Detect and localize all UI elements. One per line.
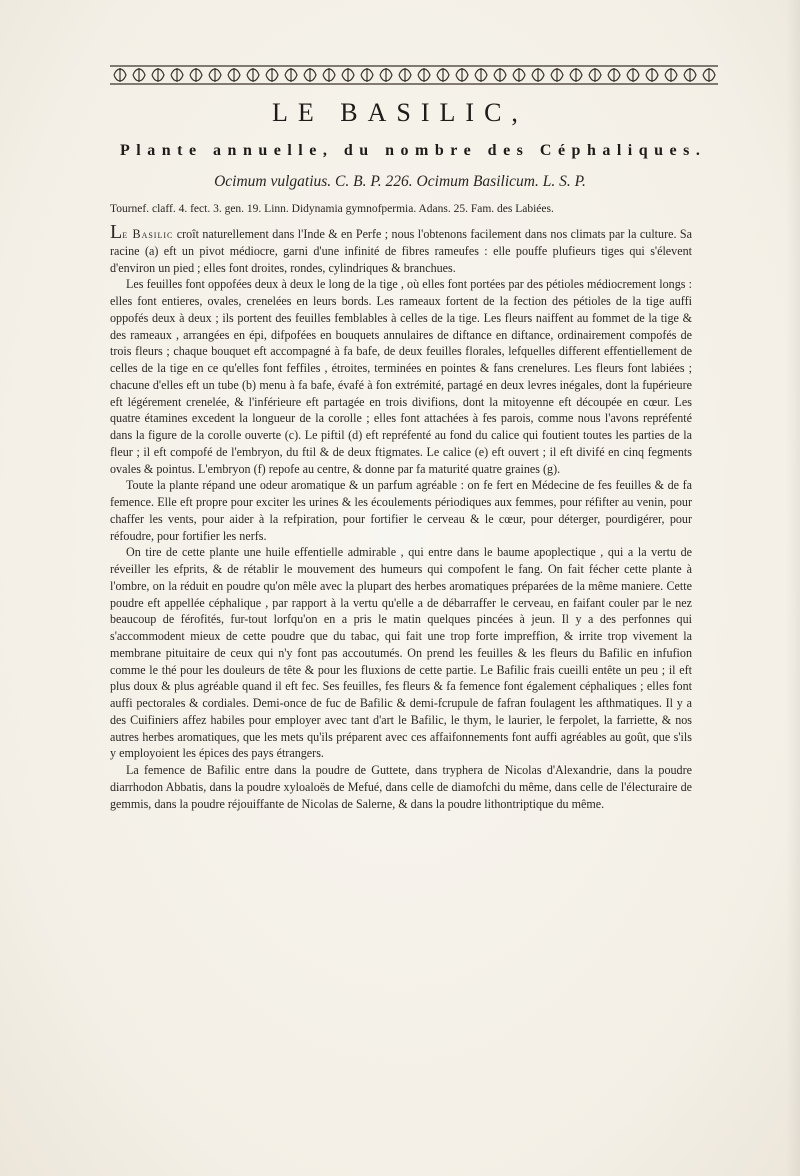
- paragraph-3: Toute la plante répand une odeur aromatique & un parfum agréable : on fe fert en Médecine de fes feuilles & de fa femence. Elle eft propre pour exciter les urines & les écoulements périodiques aux femmes, pour réfifter au venin, pour chaffer les vents, pour aider à la refpiration, pour fortifier le cerveau & le cœur, pour déterger, pourdigérer, pour réfoudre, pour fortifier les nerfs.: [110, 478, 692, 543]
- page-subtitle: [120, 142, 707, 160]
- subtitle-text: Plante annuelle, du nombre des Céphaliques.: [120, 142, 707, 159]
- body-text: [110, 221, 692, 812]
- lead-smallcaps: e Basilic: [122, 227, 174, 241]
- page-edge-shade: [786, 0, 800, 1176]
- page-title: LE BASILIC,: [272, 98, 528, 127]
- paragraph-1-text: croît naturellement dans l'Inde & en Perfe ; nous l'obtenons facilement dans nos climats par la culture. Sa racine (a) eft un pivot médiocre, garni d'une infinité de fibres rameufes : elle pouffe plufieurs tiges qui s'élevent d'environ un pied ; elles font droites, rondes, cylindriques & branchues.: [110, 227, 692, 275]
- paragraph-5: La femence de Bafilic entre dans la poudre de Guttete, dans tryphera de Nicolas d'Alexandrie, dans la poudre diarrhodon Abbatis, dans la poudre xyloaloës de Mefué, dans celle de diamofchi du même, dans celle de l'électuraire de gemmis, dans la poudre réjouiffante de Nicolas de Salerne, & dans la poudre lithontriptique du même.: [110, 763, 692, 811]
- drop-cap: L: [110, 221, 123, 243]
- paragraph-4: On tire de cette plante une huile effentielle admirable , qui entre dans le baume apoplectique , qui a la vertu de réveiller les efprits, & de rétablir le mouvement des humeurs qui compofent le fang. On fait fécher cette plante à l'ombre, on la réduit en poudre qu'on mêle avec la plupart des herbes aromatiques préparées de la même maniere. Cette poudre eft appellée céphalique , par rapport à la vertu qu'elle a de débarraffer le cerveau, en faifant couler par le nez beaucoup de férofités, fur-tout lorfqu'on en a pris le matin quelques pincées à jeun. Il y a des perfonnes qui s'accommodent mieux de cette poudre que du tabac, qui fait une trop forte impreffion, & irrite trop vivement la membrane pituitaire de ceux qui n'y font pas accoutumés. On prend les feuilles & les fleurs du Bafilic en infufion comme le thé pour les douleurs de tête & pour les fluxions de cette partie. Le Bafilic frais cueilli entête un peu ; il eft plus doux & plus agréable quand il eft fec. Ses feuilles, fes fleurs & fa femence font également céphaliques ; elles font auffi pectorales & cordiales. Demi-once de fuc de Bafilic & demi-fcrupule de fafran foulagent les afthmatiques. Il y a des Cuifiniers affez habiles pour employer avec tant d'art le Bafilic, le thym, le laurier, le ferpolet, la farriette, & nos autres herbes aromatiques, que les mets qu'ils préparent avec ces affaifonnements font auffi agréables au goût, que s'ils y employoient les épices des pays étrangers.: [110, 545, 692, 761]
- classification-references: Tournef. claff. 4. fect. 3. gen. 19. Linn. Didynamia gymnofpermia. Adans. 25. Fam. des Labiées.: [110, 203, 554, 215]
- decorative-border-ornament: [110, 64, 718, 86]
- latin-names: Ocimum vulgatius. C. B. P. 226. Ocimum Basilicum. L. S. P.: [214, 173, 586, 190]
- paragraph-1: [110, 221, 692, 276]
- paragraph-2: Les feuilles font oppofées deux à deux le long de la tige , où elles font portées par des pétioles médiocrement longs : elles font entieres, ovales, crenelées en leurs bords. Les rameaux fortent de la fection des pétioles de la tige auffi oppofés deux à deux ; ils portent des feuilles femblables à celles de la tige. Les fleurs naiffent au fommet de la tige & des rameaux , arrangées en épi, difpofées en bouquets annulaires de diftance en diftance, ordinairement compofés de trois fleurs ; chaque bouquet eft accompagné à fa bafe, de deux feuilles florales, lefquelles different effentiellement de celles de la tige en ce qu'elles font feffiles , étroites, terminées en pointes & fans crenelures. Les fleurs font labiées ; chacune d'elles eft un tube (b) menu à fa bafe, évafé à fon extrémité, partagé en deux levres inégales, dont la fupérieure eft légérement crenelée, & l'inférieure eft partagée en trois divifions, dont la mitoyenne eft découpée en cœur. Les quatre étamines excedent la longueur de la corolle ; elles font attachées à fes parois, comme nous l'avons repréfenté dans la figure de la corolle ouverte (c). Le piftil (d) eft repréfenté au fond du calice qui foutient toutes les parties de la fleur ; il eft compofé de l'embryon, du ftil & de deux ftigmates. Le calice (e) eft ouvert ; il eft divifé en cinq fegments ovales & pointus. L'embryon (f) repofe au centre, & donne par fa maturité quatre graines (g).: [110, 277, 692, 476]
